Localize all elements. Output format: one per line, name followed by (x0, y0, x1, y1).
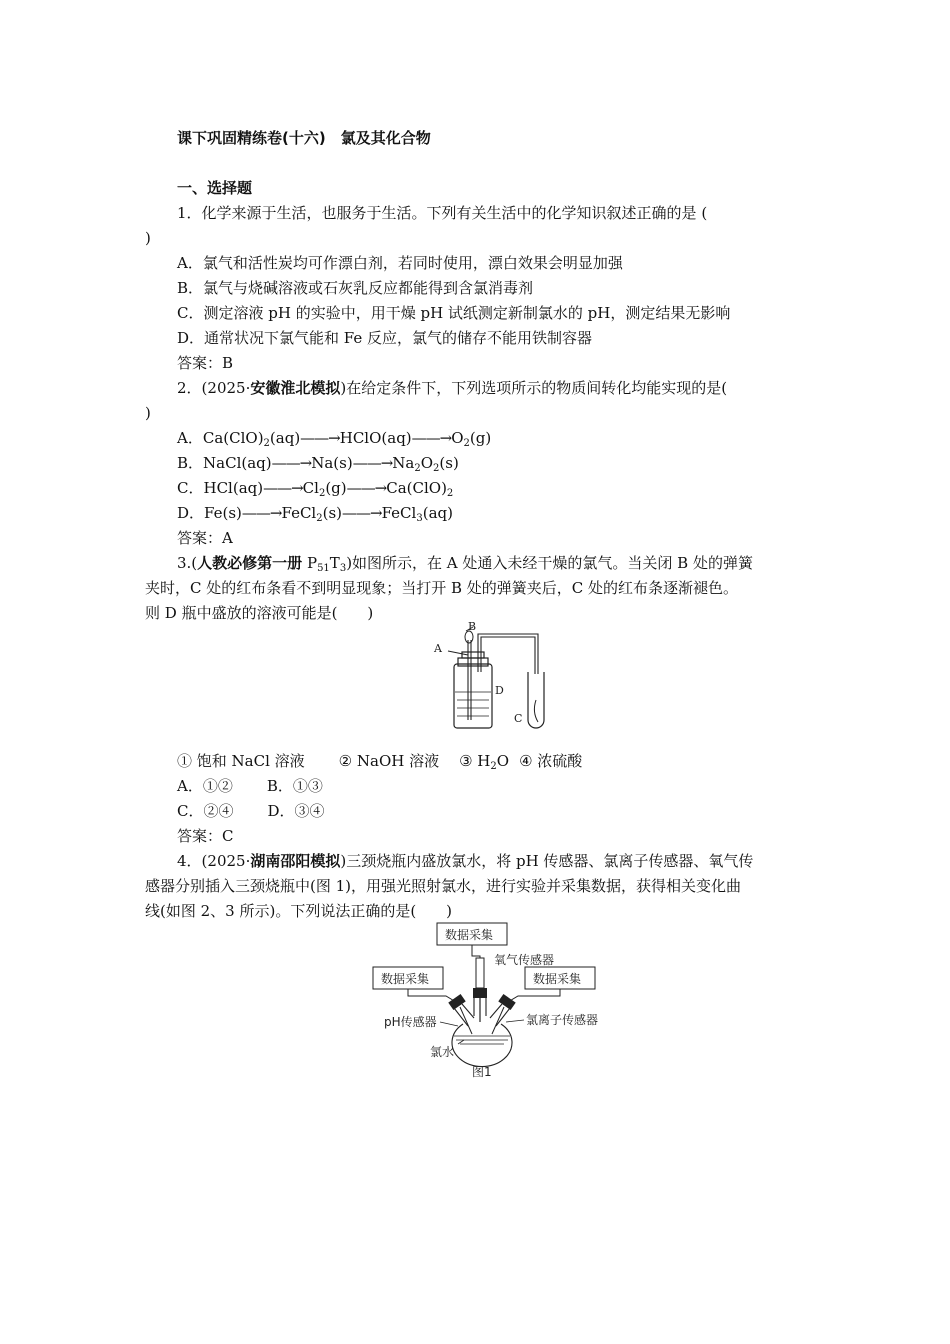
q3-option-a: A．①② (177, 777, 233, 795)
q3-options-ab (177, 776, 323, 796)
q2-number: 2．(2025· (177, 379, 251, 397)
figure-caption: 图1 (472, 1065, 492, 1079)
q3-option-c: C．②④ (177, 802, 234, 820)
label-c: C (514, 712, 523, 725)
q3-choices: ① 饱和 NaCl 溶液 ② NaOH 溶液 ③ $H_2O$ ④ 浓硫酸 (177, 752, 583, 772)
q3-choice-3: ③ H (459, 752, 491, 770)
q4-source: 湖南邵阳模拟 (250, 852, 341, 870)
q2-option-a: A．$Ca(ClO)_2(aq)——\to HClO(aq)——\to O_2(g)$ (177, 429, 492, 449)
q2-answer: 答案：A (177, 529, 233, 547)
q1-option-c: C．测定溶液 pH 的实验中，用干燥 pH 试纸测定新制氯水的 pH，测定结果无影响 (177, 304, 731, 322)
q2-stem-cont: ) (145, 404, 151, 422)
label-d: D (495, 684, 504, 697)
data-box-left-label: 数据采集 (381, 972, 430, 986)
ph-sensor-label: pH传感器 (384, 1015, 437, 1029)
q3-stem-line3: 则 D 瓶中盛放的溶液可能是( ) (145, 604, 374, 622)
q4-stem-line1: 4．(2025·湖南邵阳模拟)三颈烧瓶内盛放氯水，将 pH 传感器、氯离子传感器、氧气传 (177, 852, 754, 870)
q1-option-a: A．氯气和活性炭均可作漂白剂，若同时使用，漂白效果会明显加强 (177, 254, 623, 272)
q2-stem-text: )在给定条件下，下列选项所示的物质间转化均能实现的是( (340, 379, 728, 397)
q3-option-b: B．①③ (266, 777, 323, 795)
page-title: 课下巩固精练卷(十六) 氯及其化合物 (177, 129, 431, 147)
q4-stem-line2: 感器分别插入三颈烧瓶中(图 1)，用强光照射氯水，进行实验并采集数据，获得相关变化曲 (145, 877, 742, 895)
label-b: B (468, 622, 477, 633)
q1-option-b: B．氯气与烧碱溶液或石灰乳反应都能得到含氯消毒剂 (177, 279, 534, 297)
q3-option-d: D．③④ (267, 802, 325, 820)
q3-source: 人教必修第一册 (197, 554, 303, 572)
bottle-liquid (455, 692, 491, 716)
q2-stem (177, 378, 727, 398)
q4-stem-line3: 线(如图 2、3 所示)。下列说法正确的是( ) (145, 902, 453, 920)
q1-stem: 1．化学来源于生活，也服务于生活。下列有关生活中的化学知识叙述正确的是 ( (177, 204, 708, 222)
q4-figure-1 (368, 918, 618, 1082)
q1-option-d: D．通常状况下氯气能和 Fe 反应，氯气的储存不能用铁制容器 (177, 329, 593, 347)
q3-apparatus-figure (428, 622, 563, 734)
chlorine-water-label: 氯水 (430, 1045, 455, 1059)
bottle-tubes (448, 634, 538, 720)
section-heading: 一、选择题 (177, 179, 253, 197)
q1-answer: 答案：B (177, 354, 234, 372)
q2-option-c: C．$HCl(aq)——\to Cl_2(g)——\to Ca(ClO)_2$ (177, 479, 454, 499)
q3-stem-line1: 3.(人教必修第一册 $P_{51}T_3$)如图所示，在 A 处通入未经干燥的氯气。当关闭 B 处的弹簧 (177, 554, 753, 574)
data-box-top-label: 数据采集 (445, 928, 494, 942)
q3-choice-4: ④ 浓硫酸 (519, 752, 583, 770)
q3-answer: 答案：C (177, 827, 234, 845)
gas-bottle-d (454, 652, 492, 728)
q3-options-cd (177, 801, 325, 821)
chloride-sensor-label: 氯离子传感器 (526, 1013, 599, 1027)
q2-option-d: D．Fe(s)——→FeCl$_2$(s)——→FeCl$_3$(aq) (177, 504, 453, 524)
data-box-right-label: 数据采集 (533, 972, 582, 986)
q3-stem-line2: 夹时，C 处的红布条看不到明显现象；当打开 B 处的弹簧夹后，C 处的红布条逐渐褪色。 (145, 579, 739, 597)
label-a: A (434, 642, 442, 655)
q2-source: 安徽淮北模拟 (250, 379, 341, 397)
oxygen-sensor-label: 氧气传感器 (494, 953, 555, 967)
q3-choice-1: ① 饱和 NaCl 溶液 (177, 752, 305, 770)
q2-option-b: B．$NaCl(aq)——\to Na(s)——\to Na_2O_2(s)$ (177, 454, 459, 474)
test-tube-c (528, 672, 544, 728)
q3-choice-2: ② NaOH 溶液 (338, 752, 440, 770)
q1-stem-cont: ) (145, 229, 151, 247)
